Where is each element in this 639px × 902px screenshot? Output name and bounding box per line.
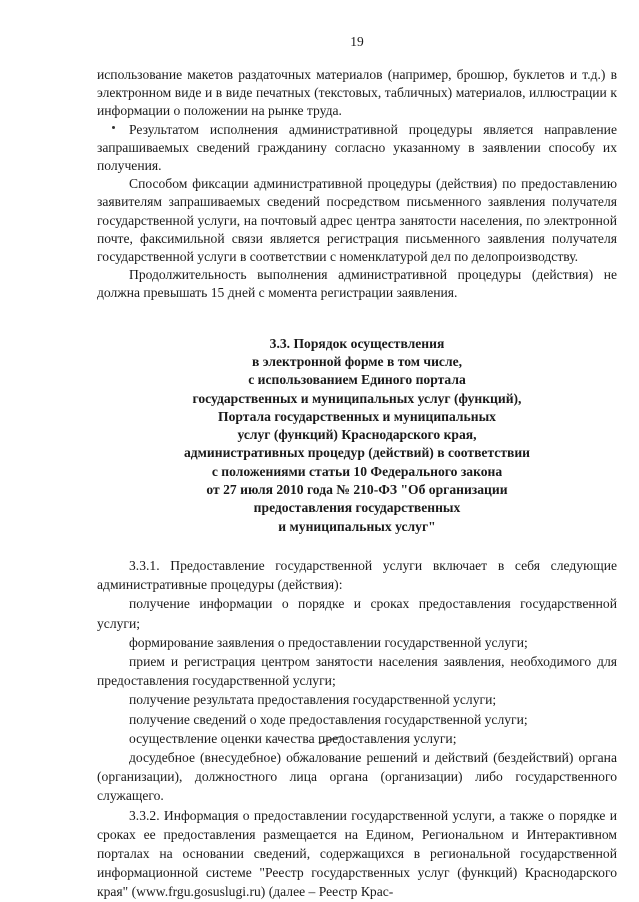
section-3-3-body (97, 556, 617, 902)
heading-line: государственных и муниципальных услуг (функций), (192, 390, 522, 406)
list-item: получение сведений о ходе предоставления государственной услуги; (129, 711, 528, 727)
heading-line: с положениями статьи 10 Федерального закона (211, 463, 503, 479)
list-item: получение информации о порядке и сроках предоставления государственной услуги; (97, 596, 617, 631)
paragraph-3: Способом фиксации административной процедуры (действия) по предоставлению заявителям запрашиваемых сведений посредством письменного заявления получателя государственной услуги, на почтовый адрес центра занятости населения, по электронной почте, факсимильной связи является регистрация письменного заявления получателя государственной услуги в соответствии с номенклатурой дел по делопроизводству. (97, 176, 617, 265)
page-number: 19 (350, 34, 364, 49)
list-item: прием и регистрация центром занятости населения заявления, необходимого для предоставления государственной услуги; (97, 653, 617, 689)
pen-stroke-mark (318, 735, 344, 745)
heading-line: 3.3. Порядок осуществления (269, 335, 445, 351)
list-item: получение результата предоставления государственной услуги; (129, 692, 497, 708)
heading-line: в электронной форме в том числе, (251, 353, 463, 369)
section-heading (97, 335, 617, 536)
heading-line: от 27 июля 2010 года № 210-ФЗ "Об организации (206, 482, 508, 498)
list-item: досудебное (внесудебное) обжалование решений и действий (бездействий) органа (организации), должностного лица органа (организации) либо государственного служащего. (97, 749, 617, 804)
paragraph-4: Продолжительность выполнения административной процедуры (действия) не должна превышать 15 дней с момента регистрации заявления. (97, 267, 617, 301)
heading-line: услуг (функций) Краснодарского края, (237, 427, 477, 443)
paragraph-1: использование макетов раздаточных материалов (например, брошюр, буклетов и т.д.) в электронном виде и в виде печатных (текстовых, табличных) материалов, иллюстрации к информации о положении на рынке труда. (97, 67, 617, 119)
ink-dot-mark (112, 126, 115, 129)
list-item: формирование заявления о предоставлении государственной услуги; (129, 634, 528, 650)
intro-text (97, 66, 617, 303)
heading-line: предоставления государственных (253, 500, 461, 516)
paragraph-2: Результатом исполнения административной процедуры является направление запрашиваемых сведений гражданину согласно указанному в заявлении способу их получения. (97, 121, 617, 174)
heading-line: Портала государственных и муниципальных (218, 408, 496, 424)
heading-line: с использованием Единого портала (248, 372, 466, 388)
heading-line: и муниципальных услуг" (278, 518, 436, 534)
heading-line: административных процедур (действий) в соответствии (183, 445, 531, 461)
list-item: осуществление оценки качества предоставления услуги; (129, 730, 457, 746)
item-3-3-1: 3.3.1. Предоставление государственной услуги включает в себя следующие административные процедуры (действия): (97, 557, 617, 593)
item-3-3-2: 3.3.2. Информация о предоставлении государственной услуги, а также о порядке и сроках ее предоставления размещается на Едином, Региональном и Интерактивном порталах на основании сведений, содержащихся в региональной государственной информационной системе "Реестр государственных услуг (функций) Краснодарского края" (www.frgu.gosuslugi.ru) (далее – Реестр Крас- (97, 807, 617, 900)
